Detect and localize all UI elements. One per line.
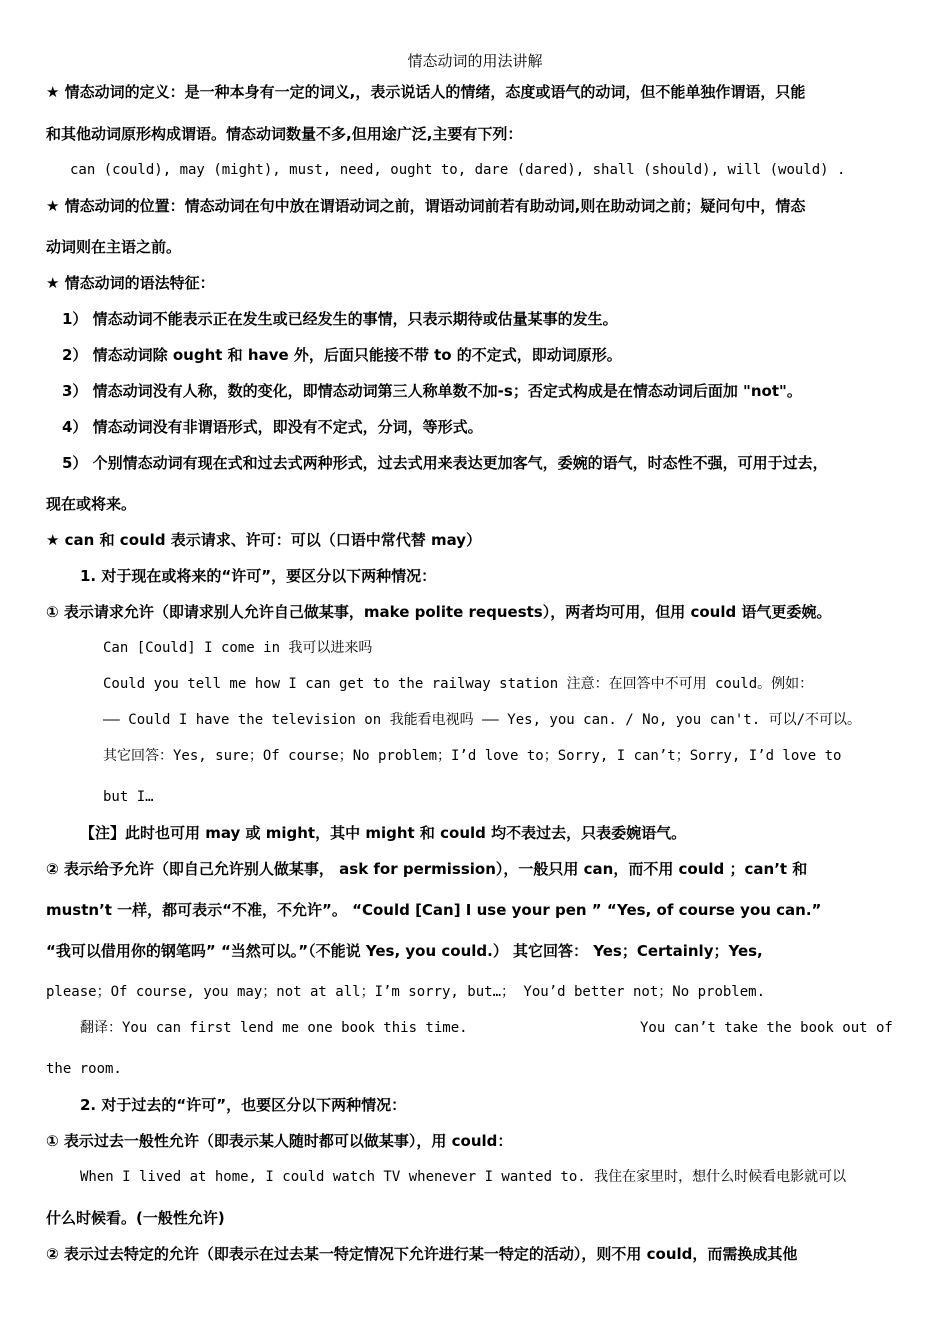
other-answers-line-2: but I… bbox=[103, 789, 154, 805]
definition-line-2: 和其他动词原形构成谓语。情态动词数量不多,但用途广泛,主要有下列： bbox=[46, 125, 523, 143]
past-permission-heading: 2. 对于过去的“许可”，也要区分以下两种情况： bbox=[80, 1096, 407, 1114]
grammar-item-5: 5） 个别情态动词有现在式和过去式两种形式，过去式用来表达更加客气，委婉的语气，时态性不强，可用于过去， bbox=[62, 454, 828, 472]
example-railway: Could you tell me how I can get to the railway station 注意：在回答中不可用 could。例如： bbox=[103, 676, 814, 692]
translation-line-2: the room. bbox=[46, 1061, 122, 1077]
give-permission-line-2: mustn’t 一样，都可表示“不准，不允许”。 “Could [Can] I use your pen ” “Yes, of course you can.” bbox=[46, 901, 822, 919]
example-lived-at-home-cont: 什么时候看。(一般性允许) bbox=[46, 1209, 225, 1227]
translation-line-1a: 翻译：You can first lend me one book this time. bbox=[80, 1020, 468, 1036]
give-permission-line-1: ② 表示给予允许（即自己允许别人做某事， ask for permission），一般只用 can，而不用 could ；can’t 和 bbox=[46, 860, 808, 878]
example-television: —— Could I have the television on 我能看电视吗 —— Yes, you can. / No, you can't. 可以/不可以。 bbox=[103, 712, 862, 728]
note-line: 【注】此时也可用 may 或 might，其中 might 和 could 均不表过去，只表委婉语气。 bbox=[80, 824, 687, 842]
grammar-item-5-cont: 现在或将来。 bbox=[46, 495, 137, 513]
present-permission-heading: 1. 对于现在或将来的“许可”，要区分以下两种情况： bbox=[80, 567, 437, 585]
other-answers-line-1: 其它回答：Yes, sure；Of course；No problem；I’d love to；Sorry, I can’t；Sorry, I’d love to bbox=[103, 748, 842, 764]
definition-line-1: ★ 情态动词的定义：是一种本身有一定的词义,，表示说话人的情绪，态度或语气的动词，但不能单独作谓语，只能 bbox=[46, 83, 806, 101]
grammar-item-1: 1） 情态动词不能表示正在发生或已经发生的事情，只表示期待或估量某事的发生。 bbox=[62, 310, 618, 328]
example-can-could: Can [Could] I come in 我可以进来吗 bbox=[103, 640, 373, 656]
grammar-item-4: 4） 情态动词没有非谓语形式，即没有不定式，分词，等形式。 bbox=[62, 418, 483, 436]
example-lived-at-home: When I lived at home, I could watch TV whenever I wanted to. 我住在家里时，想什么时候看电影就可以 bbox=[80, 1169, 847, 1185]
past-general-permission: ① 表示过去一般性允许（即表示某人随时都可以做某事），用 could： bbox=[46, 1132, 513, 1150]
grammar-item-3: 3） 情态动词没有人称，数的变化，即情态动词第三人称单数不加-s；否定式构成是在情态动词后面加 "not"。 bbox=[62, 382, 802, 400]
grammar-item-2: 2） 情态动词除 ought 和 have 外，后面只能接不带 to 的不定式，即动词原形。 bbox=[62, 346, 622, 364]
can-could-heading: ★ can 和 could 表示请求、许可：可以（口语中常代替 may） bbox=[46, 531, 482, 549]
give-permission-line-3: “我可以借用你的钢笔吗” “当然可以。”（不能说 Yes, you could.） 其它回答： Yes；Certainly；Yes, bbox=[46, 942, 763, 960]
past-specific-permission: ② 表示过去特定的允许（即表示在过去某一特定情况下允许进行某一特定的活动），则不用 could，而需换成其他 bbox=[46, 1245, 798, 1263]
request-permission-line: ① 表示请求允许（即请求别人允许自己做某事，make polite requests），两者均可用，但用 could 语气更委婉。 bbox=[46, 603, 832, 621]
position-line-1: ★ 情态动词的位置：情态动词在句中放在谓语动词之前，谓语动词前若有助动词,则在助动词之前；疑问句中，情态 bbox=[46, 197, 806, 215]
give-permission-line-4: please；Of course, you may；not at all；I’m sorry, but…； You’d better not；No problem. bbox=[46, 984, 766, 1000]
translation-line-1b: You can’t take the book out of bbox=[640, 1020, 893, 1036]
grammar-heading: ★ 情态动词的语法特征： bbox=[46, 274, 215, 292]
page-title: 情态动词的用法讲解 bbox=[407, 52, 543, 70]
position-line-2: 动词则在主语之前。 bbox=[46, 238, 182, 256]
modal-verb-list: can (could), may (might), must, need, ought to, dare (dared), shall (should), will (would) . bbox=[70, 162, 846, 178]
